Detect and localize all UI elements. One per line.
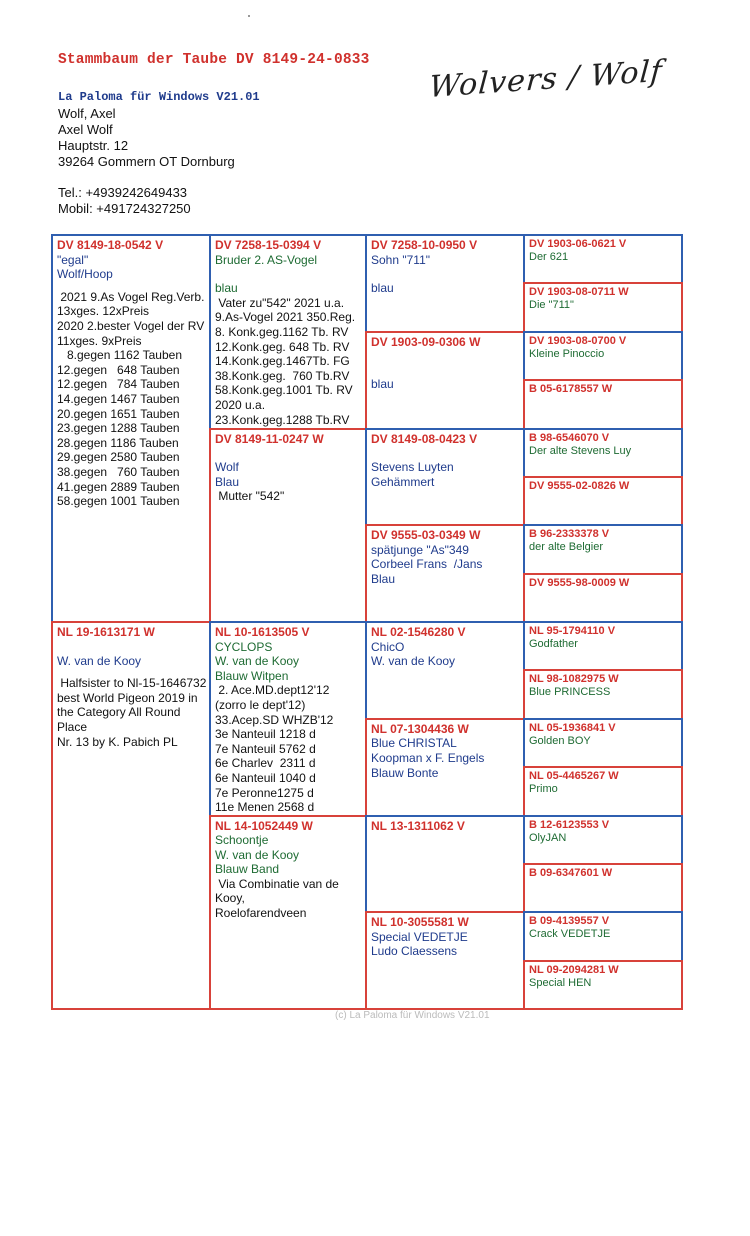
bird-info-line: blau: [371, 377, 394, 392]
g4-male-card: [523, 718, 683, 768]
ring-number: NL 09-2094281 W: [529, 963, 619, 976]
performance-note: 2020 u.a.: [215, 397, 266, 412]
spacer: [371, 267, 519, 281]
bird-info-line: OlyJAN: [529, 831, 567, 844]
performance-note: 8.gegen 1162 Tauben: [57, 348, 183, 363]
g2-male-card: [209, 621, 367, 817]
g4-female-card: [523, 573, 683, 623]
bird-info-line: Special HEN: [529, 976, 592, 989]
bird-info-line: Schoontje: [215, 833, 269, 848]
owner-address: [58, 106, 235, 170]
performance-note: 58.Konk.geg.1001 Tb. RV: [215, 383, 353, 398]
bird-info-line: Wolf/Hoop: [57, 267, 113, 282]
performance-note: the Category All Round: [57, 705, 181, 720]
software-name: La Paloma für Windows V21.01: [58, 90, 260, 104]
ring-number: DV 8149-18-0542 V: [57, 238, 164, 252]
g4-male-card: [523, 815, 683, 865]
ring-number: DV 9555-02-0826 W: [529, 479, 630, 492]
performance-note: Via Combinatie van de: [215, 876, 339, 891]
performance-note: 41.gegen 2889 Tauben: [57, 479, 180, 494]
bird-info-line: Primo: [529, 783, 558, 796]
ring-number: B 12-6123553 V: [529, 818, 610, 831]
performance-note: 23.Konk.geg.1288 Tb.RV: [215, 412, 350, 427]
ring-number: DV 1903-09-0306 W: [371, 334, 481, 349]
bird-info-line: spätjunge "As"349: [371, 542, 469, 557]
spacer: [215, 267, 361, 281]
bird-info-line: W. van de Kooy: [57, 653, 142, 668]
g4-male-card: [523, 331, 683, 381]
ring-number: NL 19-1613171 W: [57, 625, 155, 639]
ring-number: NL 05-1936841 V: [529, 721, 616, 734]
bird-info-line: Ludo Claessens: [371, 944, 458, 959]
ring-number: NL 10-1613505 V: [215, 625, 310, 639]
performance-note: 12.gegen 784 Tauben: [57, 377, 180, 392]
ring-number: B 09-4139557 V: [529, 915, 610, 928]
owner-line: Axel Wolf: [58, 122, 113, 137]
g4-male-card: [523, 911, 683, 961]
ring-number: B 05-6178557 W: [529, 383, 613, 396]
performance-note: Halfsister to Nl-15-1646732: [57, 676, 207, 691]
performance-note: 12.gegen 648 Tauben: [57, 362, 180, 377]
bird-info-line: Koopman x F. Engels: [371, 750, 485, 765]
ring-number: NL 98-1082975 W: [529, 673, 619, 686]
ring-number: DV 1903-08-0700 V: [529, 334, 627, 347]
ring-number: DV 1903-08-0711 W: [529, 286, 629, 299]
bird-info-line: Die "711": [529, 299, 574, 312]
g3-female-card: [365, 911, 525, 1010]
performance-note: Mutter "542": [215, 489, 285, 504]
g4-male-card: [523, 234, 683, 284]
bird-info-line: W. van de Kooy: [215, 654, 300, 669]
spacer: [371, 446, 519, 460]
g3-male-card: [365, 428, 525, 527]
spacer: [371, 349, 519, 363]
ring-number: B 09-6347601 W: [529, 866, 613, 879]
bird-info-line: W. van de Kooy: [215, 847, 300, 862]
ring-number: DV 8149-08-0423 V: [371, 431, 478, 446]
ring-number: B 98-6546070 V: [529, 431, 610, 444]
page-title: Stammbaum der Taube DV 8149-24-0833: [58, 52, 370, 68]
performance-note: 28.gegen 1186 Tauben: [57, 435, 179, 450]
performance-note: Vater zu"542" 2021 u.a.: [215, 295, 345, 310]
ring-number: DV 7258-10-0950 V: [371, 238, 478, 252]
bird-info-line: Blue CHRISTAL: [371, 736, 457, 751]
bird-info-line: W. van de Kooy: [371, 654, 456, 669]
performance-note: Place: [57, 719, 88, 734]
g2-female-card: [209, 815, 367, 1011]
bird-info-line: Blauw Band: [215, 862, 280, 877]
performance-note: 13xges. 12xPreis: [57, 304, 150, 319]
bird-info-line: Stevens Luyten: [371, 460, 454, 475]
spacer: [57, 668, 205, 676]
owner-contact: [58, 185, 191, 217]
bird-info-line: Golden BOY: [529, 734, 591, 747]
performance-note: 38.Konk.geg. 760 Tb.RV: [215, 368, 350, 383]
g3-female-card: [365, 524, 525, 623]
bird-info-line: Corbeel Frans /Jans: [371, 557, 483, 572]
g4-female-card: [523, 960, 683, 1010]
g1-female-card: [51, 621, 211, 1010]
owner-line: Wolf, Axel: [58, 106, 116, 121]
bird-info-line: Bruder 2. AS-Vogel: [215, 252, 318, 267]
bird-info-line: Special VEDETJE: [371, 929, 468, 944]
performance-note: 14.Konk.geg.1467Tb. FG: [215, 354, 350, 369]
bird-info-line: Crack VEDETJE: [529, 928, 611, 941]
bird-info-line: Kleine Pinoccio: [529, 347, 605, 360]
performance-note: 20.gegen 1651 Tauben: [57, 406, 180, 421]
performance-note: 6e Charlev 2311 d: [215, 756, 316, 771]
performance-note: (zorro le dept'12): [215, 697, 306, 712]
g4-female-card: [523, 863, 683, 913]
spacer: [57, 640, 205, 654]
performance-note: 33.Acep.SD WHZB'12: [215, 712, 334, 727]
g4-female-card: [523, 669, 683, 719]
g3-male-card: [365, 621, 525, 720]
spacer: [371, 363, 519, 377]
spacer: [215, 446, 361, 460]
ring-number: B 96-2333378 V: [529, 528, 610, 541]
g3-female-card: [365, 331, 525, 430]
performance-note: 23.gegen 1288 Tauben: [57, 421, 180, 436]
bird-info-line: Blauw Witpen: [215, 668, 289, 683]
g2-male-card: [209, 234, 367, 430]
ring-number: DV 9555-03-0349 W: [371, 528, 481, 543]
g4-male-card: [523, 428, 683, 478]
performance-note: Roelofarendveen: [215, 906, 307, 921]
bird-info-line: Sohn "711": [371, 252, 431, 267]
ring-number: NL 05-4465267 W: [529, 770, 619, 783]
bird-info-line: Blau: [371, 572, 396, 587]
performance-note: 14.gegen 1467 Tauben: [57, 391, 180, 406]
bird-info-line: Wolf: [215, 460, 239, 475]
performance-note: 11xges. 9xPreis: [57, 333, 142, 348]
ring-number: NL 14-1052449 W: [215, 818, 313, 833]
phone: Tel.: +4939242649433: [58, 185, 188, 200]
ring-number: NL 02-1546280 V: [371, 625, 466, 639]
bird-info-line: der alte Belgier: [529, 541, 603, 554]
g4-female-card: [523, 379, 683, 429]
performance-note: 7e Peronne1275 d: [215, 785, 314, 800]
g4-female-card: [523, 766, 683, 816]
performance-note: 11e Menen 2568 d: [215, 800, 315, 815]
bird-info-line: Blau: [215, 474, 240, 489]
ring-number: DV 9555-98-0009 W: [529, 576, 630, 589]
owner-line: Hauptstr. 12: [58, 138, 129, 153]
performance-note: Nr. 13 by K. Pabich PL: [57, 734, 178, 749]
bird-info-line: blau: [215, 281, 238, 296]
ring-number: NL 95-1794110 V: [529, 625, 616, 637]
performance-note: 8. Konk.geg.1162 Tb. RV: [215, 324, 349, 339]
bird-info-line: CYCLOPS: [215, 639, 273, 654]
performance-note: 2020 2.bester Vogel der RV: [57, 318, 205, 333]
bird-info-line: Blue PRINCESS: [529, 686, 611, 699]
bird-info-line: Blauw Bonte: [371, 765, 439, 780]
bird-info-line: Der alte Stevens Luy: [529, 444, 632, 457]
mobile: Mobil: +491724327250: [58, 201, 191, 216]
performance-note: 9.As-Vogel 2021 350.Reg.: [215, 310, 356, 325]
g4-male-card: [523, 524, 683, 574]
performance-note: Kooy,: [215, 891, 245, 906]
performance-note: 38.gegen 760 Tauben: [57, 464, 180, 479]
bird-info-line: "egal": [57, 252, 89, 267]
ring-number: NL 07-1304436 W: [371, 721, 469, 736]
performance-note: 12.Konk.geg. 648 Tb. RV: [215, 339, 350, 354]
bird-info-line: blau: [371, 281, 394, 296]
g4-female-card: [523, 282, 683, 332]
g3-female-card: [365, 718, 525, 817]
ring-number: DV 7258-15-0394 V: [215, 238, 322, 252]
bird-info-line: Der 621: [529, 251, 569, 263]
performance-note: 2021 9.As Vogel Reg.Verb.: [57, 289, 205, 304]
bird-info-line: Gehämmert: [371, 474, 435, 489]
owner-line: 39264 Gommern OT Dornburg: [58, 154, 235, 169]
handwritten-signature: Wolvers / Wolf: [427, 53, 664, 106]
g4-male-card: [523, 621, 683, 671]
performance-note: 6e Nanteuil 1040 d: [215, 770, 316, 785]
performance-note: 58.gegen 1001 Tauben: [57, 494, 180, 509]
g3-male-card: [365, 234, 525, 333]
performance-note: 2. Ace.MD.dept12'12: [215, 683, 330, 698]
g3-male-card: [365, 815, 525, 914]
scan-speck: [248, 15, 250, 17]
ring-number: DV 1903-06-0621 V: [529, 238, 627, 250]
ring-number: DV 8149-11-0247 W: [215, 431, 324, 446]
ring-number: NL 10-3055581 W: [371, 915, 469, 930]
spacer: [57, 282, 205, 290]
performance-note: best World Pigeon 2019 in: [57, 690, 198, 705]
g4-female-card: [523, 476, 683, 526]
g2-female-card: [209, 428, 367, 624]
performance-note: 29.gegen 2580 Tauben: [57, 450, 180, 465]
ring-number: NL 13-1311062 V: [371, 818, 465, 833]
performance-note: 3e Nanteuil 1218 d: [215, 727, 316, 742]
g1-male-card: [51, 234, 211, 623]
bird-info-line: ChicO: [371, 639, 405, 654]
bird-info-line: Godfather: [529, 638, 578, 650]
footer-copyright: (c) La Paloma für Windows V21.01: [335, 1010, 490, 1021]
performance-note: 7e Nanteuil 5762 d: [215, 741, 316, 756]
